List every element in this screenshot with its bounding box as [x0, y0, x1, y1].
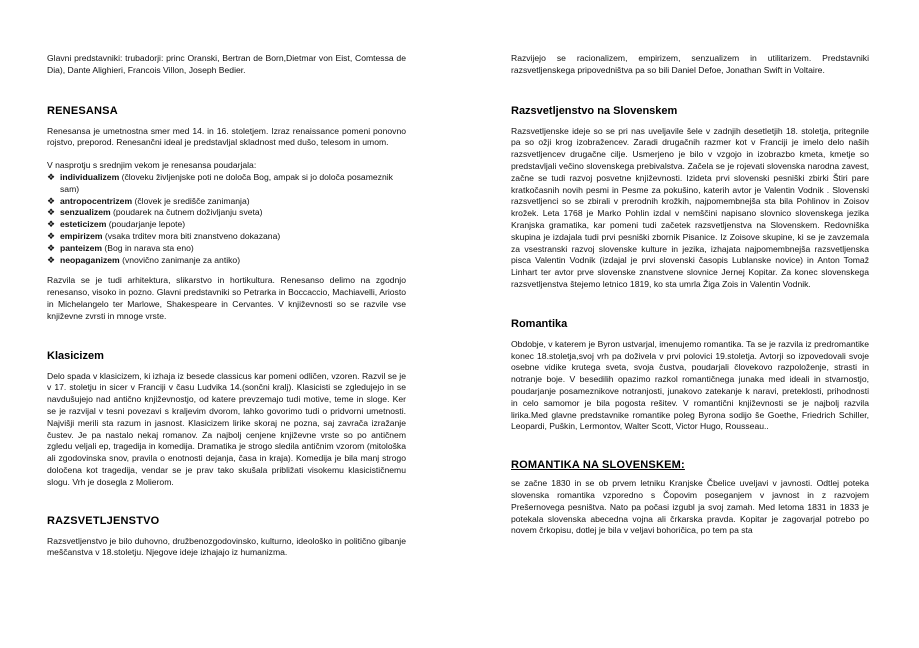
diamond-bullet-icon: ❖ [47, 254, 56, 265]
list-item-term: panteizem [60, 242, 103, 253]
intro-paragraph: Razvijejo se racionalizem, empirizem, senzualizem in utilitarizem. Predstavniki razsvetljenskega pripovedništva pa so bili Daniel Defoe, Jonathan Swift in Voltaire. [511, 53, 869, 75]
list-item-desc: (Bog in narava sta eno) [102, 242, 194, 253]
diamond-bullet-icon: ❖ [47, 219, 56, 230]
romantika-slovenskem-heading-text: ROMANTIKA NA SLOVENSKEM: [511, 459, 685, 472]
list-item-desc: (vnovično zanimanje za antiko) [119, 254, 241, 265]
section-heading-klasicizem: Klasicizem [47, 349, 104, 362]
diamond-bullet-icon: ❖ [47, 230, 56, 241]
section-heading-romantika: Romantika [511, 317, 568, 330]
renesansa-list [47, 172, 406, 266]
list-item [47, 219, 406, 231]
razsvetljenstvo-slovenskem-paragraph: Razsvetljenske ideje so se pri nas uveljavile šele v zadnjih desetletjih 18. stoletja, pritegnile pa so ožji krog izobražencev. Zaradi drugačnih razmer kot v Franciji je imelo delo naših razsvetljencev drugačne cilje. Usmerjeno je bilo v vzgojo in izobrazbo kmeta, kmetje so predstavljali večino slovenskega prebivalstva. Začela se je rojevati slovenska narodna zavest, začne se tudi razvoj posvetne književnosti. Izideta prvi slovenski pesniški zbirki Štiri pare kratkočasnih novih pesmi in Pesme za pokušino, katerih avtor je Valentin Vodnik . Slovenski razsvetljenci so se zbirali v prerodnih krožkih, najpomembnejša sta bila Pohlinov in Zoisov krožek. Leta 1768 je Marko Pohlin izdal v nemščini napisano slovnico slovenskega jezika Kranjska gramatika, kar pomeni tudi začetek razsvetljenstva na Slovenskem. Redovniška skupina je izdajala tudi prvi pesniški zbornik Pisanice. Iz Zoisove skupine, ki se je zavzemala za vsestranski razvoj slovenske kulture in jezika, izhajata najpomembnejša razsvetljenska pisca Valentin Vodnik (izdajal je prvi slovenski časopis Lublanske novice) in Anton Tomaž Linhart ter avtor prve slovenske znanstvene slovnice Jernej Kopitar. Za konec slovenskega razsvetljenstva štejemo letnico 1819, ko sta umrla Žiga Zois in Valentin Vodnik. [511, 125, 869, 289]
renesansa-paragraph-1: Renesansa je umetnostna smer med 14. in 16. stoletjem. Izraz renaissance pomeni ponovno rojstvo, preporod. Renesančni ideal je predstavljal skladnost med dušo, telesom in umom. [47, 125, 406, 148]
diamond-bullet-icon: ❖ [47, 207, 56, 218]
list-item [47, 255, 406, 267]
right-column [511, 53, 869, 537]
list-item [47, 207, 406, 219]
list-item [47, 231, 406, 243]
intro-paragraph: Glavni predstavniki: trubadorji: princ Oranski, Bertran de Born,Dietmar von Eist, Comtessa de Dia), Dante Alighieri, Francois Villon, Joseph Bedier. [47, 53, 406, 75]
list-item-term: senzualizem [60, 207, 111, 218]
list-item-term: neopaganizem [60, 254, 120, 265]
list-item-desc: (človek je središče zanimanja) [132, 195, 250, 206]
klasicizem-paragraph: Delo spada v klasicizem, ki izhaja iz besede classicus kar pomeni odličen, vzoren. Razvil se je v 17. stoletju in sicer v Franciji v času Ludvika 14.(sončni kralj). Klasicisti se zgledujejo in se navdušujejo nad antično književnostjo, od katere prevzemajo tudi motive, teme in sloge. Ker se je razvijal v tesni povezavi s kraljevim dvorom, lahko govorimo tudi o pridvorni umetnosti. Najvišji merili sta razum in jasnost. Klasicizem lirike skoraj ne pozna, saj zavrača izražanje čustev. Je pa nastalo nekaj romanov. Za najbolj cenjene književne vrste so po antičnem zgledu veljali ep, tragedija in komedija. Dramatika je strogo sledila antičnim vzorom (mitološka ali zgodovinska snov, pravila o enotnosti dejanja, časa in kraja). Komedija je bila manj strogo določena kot tragedija, vendar se je prav tako skušala približati visokemu klasicističnemu slogu. Vrh je dosegla z Molierom. [47, 370, 406, 487]
renesansa-list-intro: V nasprotju s srednjim vekom je renesansa poudarjala: [47, 160, 257, 171]
renesansa-paragraph-2: Razvila se je tudi arhitektura, slikarstvo in hortikultura. Renesanso delimo na zgodnjo renesanso, visoko in pozno. Glavni predstavniki so Petrarka in Boccaccio, Machiavelli, Ariosto in Michelangelo ter Marlowe, Shakespeare in Cervantes. V književnosti so se razvile vse književne zvrsti in mnoge vrste. [47, 275, 406, 321]
diamond-bullet-icon: ❖ [47, 242, 56, 253]
section-heading-razsvetljenstvo: RAZSVETLJENSTVO [47, 514, 160, 527]
razsvetljenstvo-paragraph: Razsvetljenstvo je bilo duhovno, družbenozgodovinsko, kulturno, ideološko in politično gibanje meščanstva v 18.stoletju. Njegove ideje izhajajo iz humanizma. [47, 535, 406, 558]
list-item-desc: (vsaka trditev mora biti znanstveno dokazana) [102, 230, 281, 241]
list-item [47, 172, 406, 196]
list-item-desc: (poudarjanje lepote) [106, 219, 186, 230]
list-item [47, 243, 406, 255]
list-item-term: empirizem [60, 230, 103, 241]
left-column [47, 53, 406, 559]
list-item-desc: (človeku življenjske poti ne določa Bog, ampak si jo določa posameznik sam) [60, 171, 393, 194]
romantika-paragraph: Obdobje, v katerem je Byron ustvarjal, imenujemo romantika. Ta se je razvila iz predromantike konec 18.stoletja,svoj vrh pa doživela v prvi polovici 19.stoletja. Avtorji so izpovedovali svoje osebne vidike krutega sveta, svoja čustva, poudarjali človekovo razpoloženje, strasti in notranje boje. V besedilih opazimo razkol romantičnega junaka med ideali in stvarnostjo, poudarjanje posameznikove notranjosti, junakovo zatekanje k naravi, preteklosti, prihodnosti in celo samomor je bila pogosta rešitev. V romantični književnosti se je najbolj razvila lirika.Med glavne predstavnike romantike poleg Byrona sodijo še Goethe, Friedrich Schiller, Leopardi, Puškin, Lermontov, Walter Scott, Victor Hugo, Rousseau.. [511, 338, 869, 432]
romantika-slovenskem-paragraph: se začne 1830 in se ob prvem letniku Kranjske Čbelice uveljavi v javnosti. Odtlej poteka slovenska romantika vzporedno s Čopovim poseganjem v javnost in z razvojem Prešernovega pesništva. Nato pa počasi izgubl ja svoj zamah. Med letoma 1831 in 1833 je potekala slovenska abecedna vojna ali črkarska pravda. Kopitar je zagovarjal potrebo po novem črkopisu, dotlej je bila v veljavi bohoričica, po tem pa sta [511, 478, 869, 536]
section-heading-romantika-slovenskem [511, 458, 869, 472]
list-item-desc: (poudarek na čutnem doživljanju sveta) [110, 207, 263, 218]
diamond-bullet-icon: ❖ [47, 195, 56, 206]
diamond-bullet-icon: ❖ [47, 171, 56, 182]
list-item-term: individualizem [60, 171, 120, 182]
list-item-term: esteticizem [60, 219, 107, 230]
section-heading-renesansa: RENESANSA [47, 104, 118, 117]
list-item-term: antropocentrizem [60, 195, 133, 206]
list-item [47, 196, 406, 208]
section-heading-razsvetljenstvo-slovenskem: Razsvetljenstvo na Slovenskem [511, 104, 678, 117]
